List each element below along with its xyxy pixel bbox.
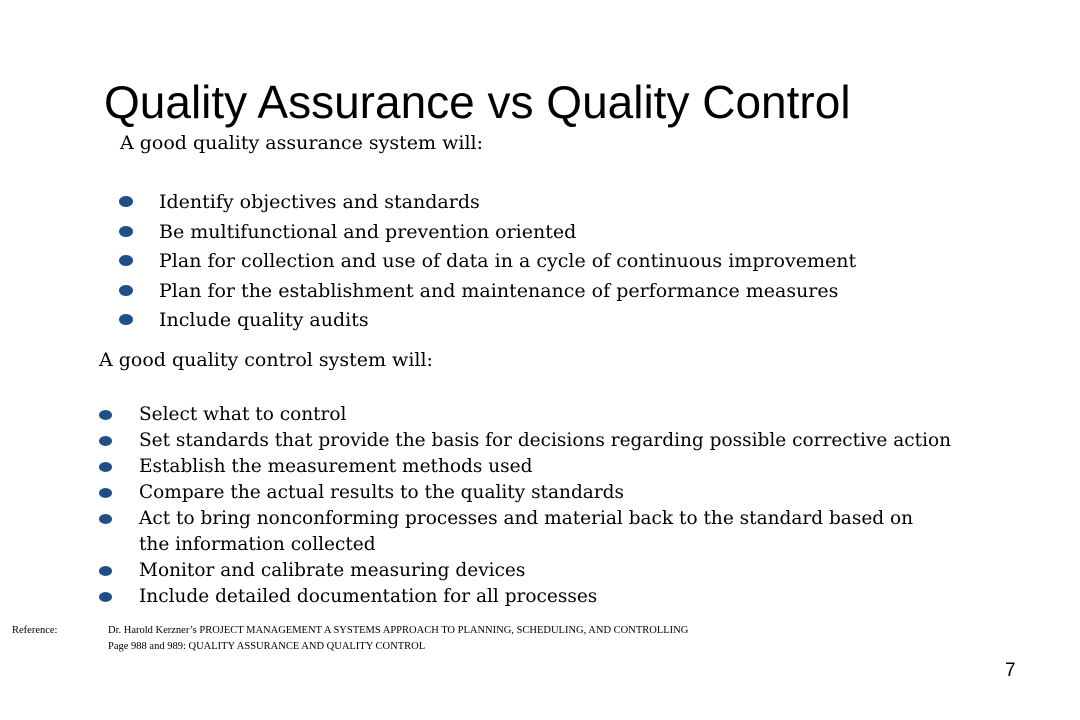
bullet-dot-icon — [99, 592, 112, 602]
bullet-dot-icon — [99, 462, 112, 472]
bullet-dot-icon — [99, 488, 112, 498]
qc-list-item — [99, 454, 951, 480]
page-number: 7 — [1005, 660, 1016, 681]
bullet-dot-icon — [119, 196, 133, 207]
qa-item-text: Include quality audits — [159, 309, 369, 331]
bullet-dot-icon — [99, 566, 112, 576]
qc-list-item — [99, 558, 951, 584]
qc-item-text-continuation: the information collected — [139, 534, 376, 555]
qc-item-text: Set standards that provide the basis for decisions regarding possible corrective action — [139, 430, 952, 451]
qa-list-item — [119, 218, 856, 248]
bullet-dot-icon — [119, 226, 133, 237]
reference-label: Reference: — [12, 625, 58, 636]
qc-item-text: Compare the actual results to the quality standards — [139, 482, 624, 503]
qc-list-item — [99, 480, 951, 506]
qa-bullet-list — [119, 188, 856, 336]
qa-list-item — [119, 247, 856, 277]
qa-list-item — [119, 277, 856, 307]
qa-heading: A good quality assurance system will: — [120, 132, 483, 154]
qc-item-text: Select what to control — [139, 404, 347, 425]
qc-list-item — [99, 428, 951, 454]
bullet-dot-icon — [119, 314, 133, 325]
qc-list-item — [99, 584, 951, 610]
qc-heading: A good quality control system will: — [99, 349, 433, 371]
qa-list-item — [119, 188, 856, 218]
slide-title: Quality Assurance vs Quality Control — [104, 76, 851, 128]
qa-item-text: Be multifunctional and prevention oriented — [159, 220, 577, 243]
qc-bullet-list — [99, 402, 951, 610]
reference-citation: Dr. Harold Kerzner’s PROJECT MANAGEMENT A SYSTEMS APPROACH TO PLANNING, SCHEDULING, AND CONTROLLING — [108, 625, 689, 636]
qc-item-text: Include detailed documentation for all processes — [139, 586, 598, 607]
bullet-dot-icon — [119, 285, 133, 296]
bullet-dot-icon — [99, 514, 112, 524]
qc-item-text: Establish the measurement methods used — [139, 456, 533, 477]
bullet-dot-icon — [119, 255, 133, 266]
qa-item-text: Plan for the establishment and maintenance of performance measures — [159, 279, 839, 302]
qa-list-item — [119, 306, 856, 336]
bullet-dot-icon — [99, 436, 112, 446]
qc-list-item — [99, 402, 951, 428]
reference-pages: Page 988 and 989: QUALITY ASSURANCE AND QUALITY CONTROL — [108, 641, 426, 652]
qc-item-text: Monitor and calibrate measuring devices — [139, 560, 526, 581]
qc-list-item — [99, 506, 951, 558]
bullet-dot-icon — [99, 410, 112, 420]
qa-item-text: Identify objectives and standards — [159, 191, 480, 213]
qa-item-text: Plan for collection and use of data in a cycle of continuous improvement — [159, 250, 857, 272]
qc-item-text: Act to bring nonconforming processes and material back to the standard based on — [139, 508, 914, 529]
